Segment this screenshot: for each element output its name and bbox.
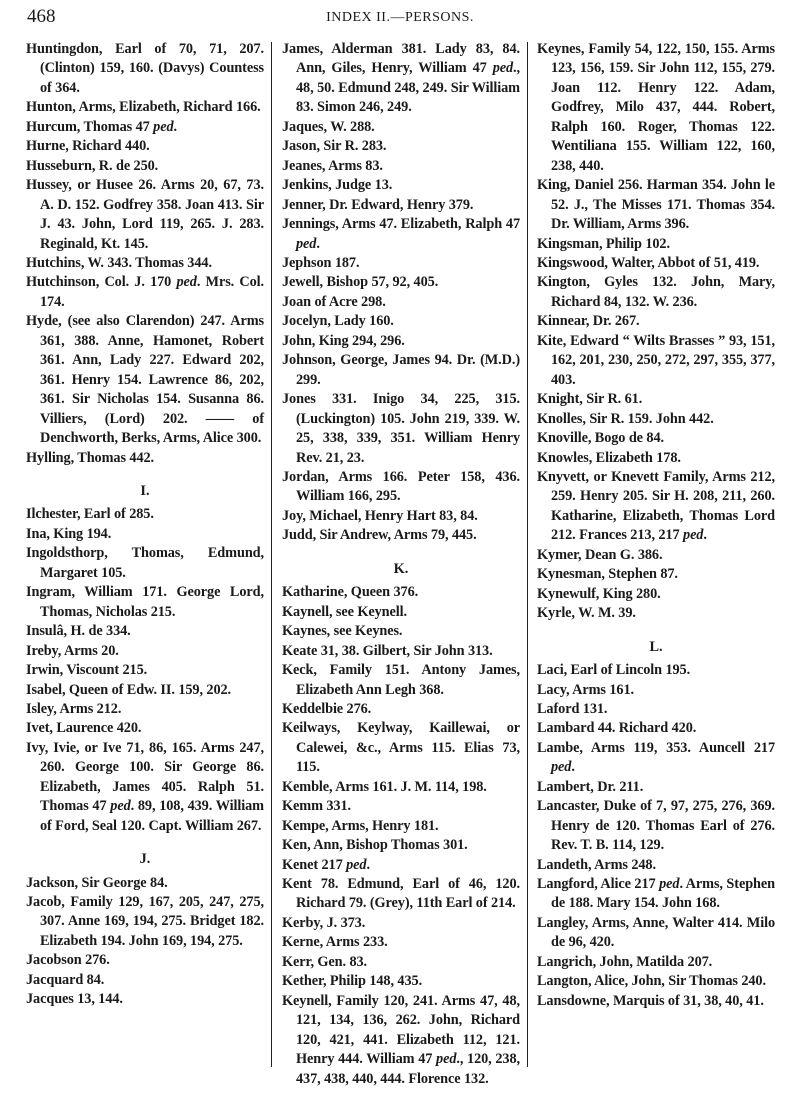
- index-entry: Kempe, Arms, Henry 181.: [282, 817, 439, 834]
- index-entry: Kerne, Arms 233.: [282, 934, 388, 951]
- index-entry: Insulâ, H. de 334.: [26, 623, 131, 640]
- index-entry: Landeth, Arms 248.: [537, 856, 656, 873]
- index-entry: Keilways, Keylway, Kaillewai, or Calewei, &c., Arms 115. Elias 73, 115.: [282, 720, 520, 776]
- index-column-1: [26, 40, 264, 1010]
- index-entry: Knight, Sir R. 61.: [537, 391, 643, 408]
- index-entry: Kaynes, see Keynes.: [282, 623, 403, 640]
- index-entry: Jackson, Sir George 84.: [26, 874, 168, 891]
- index-entry: Ivet, Laurence 420.: [26, 720, 142, 737]
- index-entry: Joy, Michael, Henry Hart 83, 84.: [282, 507, 478, 524]
- section-letter-heading: K.: [393, 560, 409, 577]
- index-entry: Keate 31, 38. Gilbert, Sir John 313.: [282, 642, 493, 659]
- index-entry: Hylling, Thomas 442.: [26, 449, 155, 466]
- index-entry: Jordan, Arms 166. Peter 158, 436. William 166, 295.: [282, 468, 520, 505]
- index-entry: Laci, Earl of Lincoln 195.: [537, 662, 691, 679]
- index-entry: Isley, Arms 212.: [26, 700, 122, 717]
- index-entry: Langford, Alice 217 ped. Arms, Stephen de 188. Mary 154. John 168.: [537, 876, 775, 912]
- index-entry: Jacques 13, 144.: [26, 991, 123, 1008]
- column-rule: [527, 42, 528, 1067]
- index-entry: Kaynell, see Keynell.: [282, 603, 407, 620]
- index-entry: James, Alderman 381. Lady 83, 84. Ann, Giles, Henry, William 47 ped., 48, 50. Edmund 248, 249. Sir William 83. Simon 246, 249.: [282, 41, 520, 116]
- index-entry: Jacobson 276.: [26, 952, 110, 969]
- index-entry: Ilchester, Earl of 285.: [26, 506, 154, 523]
- index-entry: Kinnear, Dr. 267.: [537, 313, 640, 330]
- index-entry: Hutchins, W. 343. Thomas 344.: [26, 254, 212, 271]
- index-entry: Hyde, (see also Clarendon) 247. Arms 361, 388. Anne, Hamonet, Robert 361. Ann, Lady 227. Edward 202, 361. Henry 154. Lawrence 86, 202, 361. Sir Nicholas 154. Susanna 86. Villiers, (Lord) 202. —— of Denchworth, Berks, Arms, Alice 300.: [26, 313, 264, 447]
- index-entry: Jaques, W. 288.: [282, 118, 375, 135]
- section-letter-heading: L.: [649, 638, 663, 655]
- index-entry: Jones 331. Inigo 34, 225, 315. (Luckington) 105. John 219, 339. W. 25, 338, 339, 351. William Henry Rev. 21, 23.: [282, 391, 520, 466]
- index-entry: Jocelyn, Lady 160.: [282, 313, 394, 330]
- index-entry: Hunton, Arms, Elizabeth, Richard 166.: [26, 99, 261, 116]
- index-entry: Kemble, Arms 161. J. M. 114, 198.: [282, 778, 487, 795]
- index-entry: Keynes, Family 54, 122, 150, 155. Arms 123, 156, 159. Sir John 112, 155, 279. Joan 112. Henry 122. Adam, Godfrey, Milo 437, 444. Robert, Ralph 160. Roger, Thomas 122. Wentiliana 155. William 122, 160, 238, 440.: [537, 41, 775, 174]
- index-entry: Ivy, Ivie, or Ive 71, 86, 165. Arms 247, 260. George 100. Sir George 86. Elizabeth, James 405. Ralph 51. Thomas 47 ped. 89, 108, 439. William of Ford, Seal 120. Capt. William 267.: [26, 739, 264, 834]
- index-entry: Kynesman, Stephen 87.: [537, 566, 678, 583]
- index-entry: Jewell, Bishop 57, 92, 405.: [282, 274, 439, 291]
- index-entry: Knoville, Bogo de 84.: [537, 430, 664, 447]
- index-entry: Ingoldsthorp, Thomas, Edmund, Margaret 105.: [26, 545, 264, 581]
- index-entry: Kingswood, Walter, Abbot of 51, 419.: [537, 254, 760, 271]
- index-column-3: [537, 40, 775, 1011]
- index-column-2: [282, 40, 520, 1089]
- index-entry: Kerr, Gen. 83.: [282, 953, 368, 970]
- index-entry: Kerby, J. 373.: [282, 914, 366, 931]
- index-entry: Kington, Gyles 132. John, Mary, Richard 84, 132. W. 236.: [537, 274, 775, 310]
- index-entry: Kenet 217 ped.: [282, 856, 370, 873]
- index-entry: Knolles, Sir R. 159. John 442.: [537, 410, 714, 427]
- index-entry: Jenner, Dr. Edward, Henry 379.: [282, 196, 474, 213]
- index-entry: Knyvett, or Knevett Family, Arms 212, 259. Henry 205. Sir H. 208, 211, 260. Katharine, Elizabeth, Thomas Lord 212. Frances 213, 217 ped.: [537, 468, 775, 544]
- page-number: 468: [27, 6, 56, 27]
- index-entry: Kether, Philip 148, 435.: [282, 973, 423, 990]
- index-entry: Katharine, Queen 376.: [282, 584, 419, 601]
- index-entry: Judd, Sir Andrew, Arms 79, 445.: [282, 527, 477, 544]
- index-entry: Isabel, Queen of Edw. II. 159, 202.: [26, 681, 232, 698]
- index-entry: Ingram, William 171. George Lord, Thomas, Nicholas 215.: [26, 584, 264, 620]
- index-entry: Irwin, Viscount 215.: [26, 662, 148, 679]
- index-entry: Kent 78. Edmund, Earl of 46, 120. Richard 79. (Grey), 11th Earl of 214.: [282, 876, 520, 912]
- index-entry: King, Daniel 256. Harman 354. John le 52. J., The Misses 171. Thomas 354. Dr. William, Arms 396.: [537, 177, 775, 233]
- index-entry: Keddelbie 276.: [282, 700, 372, 717]
- column-rule: [271, 42, 272, 1067]
- index-entry: Hussey, or Husee 26. Arms 20, 67, 73. A. D. 152. Godfrey 358. Joan 413. Sir J. 43. John, Lord 119, 265. J. 283. Reginald, Kt. 145.: [26, 177, 264, 252]
- index-entry: Laford 131.: [537, 700, 608, 717]
- index-entry: Langley, Arms, Anne, Walter 414. Milo de 96, 420.: [537, 914, 775, 951]
- index-entry: Lancaster, Duke of 7, 97, 275, 276, 369. Henry de 120. Thomas Earl of 276. Rev. T. B. 114, 129.: [537, 798, 775, 854]
- index-entry: Hutchinson, Col. J. 170 ped. Mrs. Col. 174.: [26, 274, 264, 310]
- index-entry: Husseburn, R. de 250.: [26, 157, 159, 174]
- index-entry: Kemm 331.: [282, 798, 351, 815]
- index-entry: Hurne, Richard 440.: [26, 138, 150, 155]
- index-entry: Lambert, Dr. 211.: [537, 778, 644, 795]
- index-entry: Joan of Acre 298.: [282, 293, 386, 310]
- index-entry: Lansdowne, Marquis of 31, 38, 40, 41.: [537, 992, 764, 1009]
- index-entry: Huntingdon, Earl of 70, 71, 207. (Clinton) 159, 160. (Davys) Countess of 364.: [26, 41, 264, 96]
- section-letter-heading: I.: [140, 482, 150, 499]
- index-entry: Keck, Family 151. Antony James, Elizabeth Ann Legh 368.: [282, 662, 520, 698]
- index-entry: Jeanes, Arms 83.: [282, 157, 383, 174]
- index-entry: Jenkins, Judge 13.: [282, 177, 393, 194]
- running-title: INDEX II.—PERSONS.: [326, 10, 474, 25]
- index-entry: Jason, Sir R. 283.: [282, 138, 387, 155]
- index-entry: Knowles, Elizabeth 178.: [537, 449, 681, 466]
- index-entry: Hurcum, Thomas 47 ped.: [26, 118, 177, 135]
- index-entry: Kingsman, Philip 102.: [537, 235, 670, 252]
- section-letter-heading: J.: [139, 851, 151, 868]
- index-entry: Lambard 44. Richard 420.: [537, 720, 697, 737]
- index-entry: Lambe, Arms 119, 353. Auncell 217 ped.: [537, 739, 775, 776]
- index-entry: Johnson, George, James 94. Dr. (M.D.) 299.: [282, 352, 520, 388]
- index-entry: Lacy, Arms 161.: [537, 681, 634, 698]
- index-entry: Ina, King 194.: [26, 525, 112, 542]
- index-entry: Jacquard 84.: [26, 971, 105, 988]
- index-entry: Ireby, Arms 20.: [26, 642, 119, 659]
- page-header: [0, 6, 800, 30]
- index-entry: John, King 294, 296.: [282, 332, 405, 349]
- index-entry: Jennings, Arms 47. Elizabeth, Ralph 47 ped.: [282, 216, 520, 252]
- index-entry: Langton, Alice, John, Sir Thomas 240.: [537, 973, 766, 990]
- index-entry: Jephson 187.: [282, 254, 360, 271]
- index-entry: Jacob, Family 129, 167, 205, 247, 275, 307. Anne 169, 194, 275. Bridget 182. Elizabeth 194. John 169, 194, 275.: [26, 894, 264, 949]
- index-entry: Kite, Edward “ Wilts Brasses ” 93, 151, 162, 201, 230, 250, 272, 297, 355, 377, 403.: [537, 332, 775, 388]
- index-entry: Langrich, John, Matilda 207.: [537, 953, 713, 970]
- index-entry: Kynewulf, King 280.: [537, 585, 661, 602]
- index-entry: Kyrle, W. M. 39.: [537, 605, 636, 622]
- index-entry: Keynell, Family 120, 241. Arms 47, 48, 121, 134, 136, 262. John, Richard 120, 421, 441. Elizabeth 112, 121. Henry 444. William 47 ped., 120, 238, 437, 438, 440, 444. Florence 132.: [282, 992, 520, 1087]
- index-entry: Kymer, Dean G. 386.: [537, 546, 663, 563]
- index-entry: Ken, Ann, Bishop Thomas 301.: [282, 837, 468, 854]
